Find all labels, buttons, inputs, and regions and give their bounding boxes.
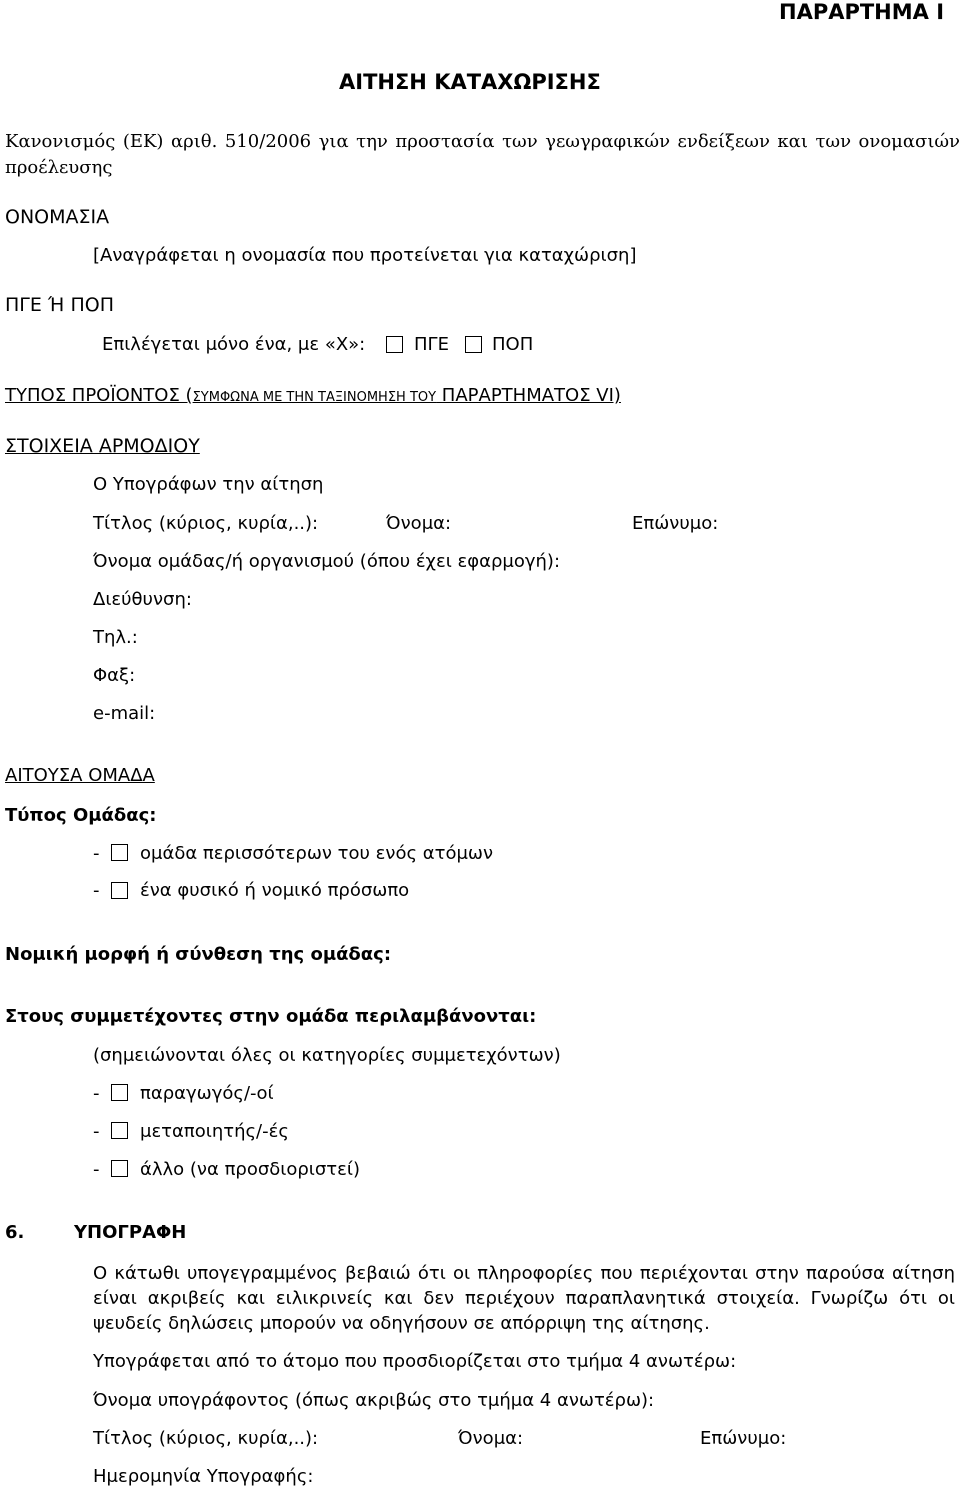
dash: - — [93, 1083, 100, 1104]
product-type-heading — [5, 385, 621, 407]
email-label: e-mail: — [93, 703, 156, 724]
processors-checkbox[interactable] — [111, 1122, 128, 1139]
annex-title: ΠΑΡΑΡΤΗΜΑ Ι — [779, 0, 945, 24]
dash: - — [93, 843, 100, 864]
regulation-line-1: Κανονισμός (ΕΚ) αριθ. 510/2006 για την προστασία των γεωγραφικών ενδείξεων και των ονομασιών — [5, 131, 960, 152]
group-type-label: Τύπος Ομάδας: — [5, 805, 157, 826]
title-label: Τίτλος (κύριος, κυρία,..): — [93, 513, 319, 534]
producers-checkbox[interactable] — [111, 1084, 128, 1101]
declaration-line-2: είναι ακριβείς και ειλικρινείς και δεν περιέχουν παραπλανητικά στοιχεία. Γνωρίζω ότι οι — [93, 1288, 955, 1309]
signer-name-label: Όνομα υπογράφοντος (όπως ακριβώς στο τμήμα 4 ανωτέρω): — [93, 1390, 655, 1411]
group-name-label: Όνομα ομάδας/ή οργανισμού (όπου έχει εφαρμογή): — [93, 551, 561, 572]
signature-heading: ΥΠΟΓΡΑΦΗ — [74, 1222, 187, 1243]
declaration-line-1: Ο κάτωθι υπογεγραμμένος βεβαιώ ότι οι πληροφορίες που περιέχονται στην παρούσα αίτηση — [93, 1263, 955, 1284]
participants-label: Στους συμμετέχοντες στην ομάδα περιλαμβάνονται: — [5, 1006, 537, 1027]
pgi-pdo-heading: ΠΓΕ Ή ΠΟΠ — [5, 294, 115, 316]
fax-label: Φαξ: — [93, 665, 136, 686]
signature-first-name-label: Όνομα: — [458, 1428, 524, 1449]
declaration-line-3: ψευδείς δηλώσεις μπορούν να οδηγήσουν σε απόρριψη της αίτησης. — [93, 1313, 710, 1334]
first-name-label: Όνομα: — [386, 513, 452, 534]
signature-title-label: Τίτλος (κύριος, κυρία,..): — [93, 1428, 319, 1449]
dash: - — [93, 1159, 100, 1180]
product-type-part-2: ΣΥΜΦΩΝΑ ΜΕ ΤΗΝ ΤΑΞΙΝΟΜΗΣΗ ΤΟΥ — [192, 390, 437, 405]
processors-label: μεταποιητής/-ές — [140, 1121, 289, 1142]
multiple-persons-label: ομάδα περισσότερων του ενός ατόμων — [140, 843, 494, 864]
regulation-line-2: προέλευσης — [5, 157, 113, 178]
name-section-hint: [Αναγράφεται η ονομασία που προτείνεται για καταχώριση] — [93, 245, 637, 266]
pdo-option-label: ΠΟΠ — [492, 334, 534, 355]
applicant-heading: ΑΙΤΟΥΣΑ ΟΜΑΔΑ — [5, 765, 155, 786]
signature-surname-label: Επώνυμο: — [700, 1428, 787, 1449]
contact-heading: ΣΤΟΙΧΕΙΑ ΑΡΜΟΔΙΟΥ — [5, 435, 200, 457]
signer-label: Ο Υπογράφων την αίτηση — [93, 474, 324, 495]
address-label: Διεύθυνση: — [93, 589, 192, 610]
phone-label: Τηλ.: — [93, 627, 138, 648]
section-number: 6. — [5, 1222, 25, 1243]
pgi-pdo-instruction: Επιλέγεται μόνο ένα, με «Χ»: — [102, 334, 366, 355]
product-type-part-3: ΠΑΡΑΡΤΗΜΑΤΟΣ VI) — [436, 385, 621, 406]
single-person-label: ένα φυσικό ή νομικό πρόσωπο — [140, 880, 410, 901]
pgi-checkbox[interactable] — [386, 336, 403, 353]
dash: - — [93, 1121, 100, 1142]
pgi-option-label: ΠΓΕ — [414, 334, 449, 355]
dash: - — [93, 880, 100, 901]
other-checkbox[interactable] — [111, 1160, 128, 1177]
participants-hint: (σημειώνονται όλες οι κατηγορίες συμμετεχόντων) — [93, 1045, 561, 1066]
product-type-part-1: ΤΥΠΟΣ ΠΡΟΪΟΝΤΟΣ ( — [5, 385, 193, 406]
multiple-persons-checkbox[interactable] — [111, 844, 128, 861]
signature-date-label: Ημερομηνία Υπογραφής: — [93, 1466, 314, 1487]
name-section-heading: ΟΝΟΜΑΣΙΑ — [5, 206, 110, 228]
single-person-checkbox[interactable] — [111, 882, 128, 899]
pdo-checkbox[interactable] — [465, 336, 482, 353]
legal-form-label: Νομική μορφή ή σύνθεση της ομάδας: — [5, 944, 392, 965]
signed-by-label: Υπογράφεται από το άτομο που προσδιορίζεται στο τμήμα 4 ανωτέρω: — [93, 1351, 737, 1372]
producers-label: παραγωγός/-οί — [140, 1083, 274, 1104]
document-title: ΑΙΤΗΣΗ ΚΑΤΑΧΩΡΙΣΗΣ — [339, 70, 601, 94]
surname-label: Επώνυμο: — [632, 513, 719, 534]
other-label: άλλο (να προσδιοριστεί) — [140, 1159, 360, 1180]
